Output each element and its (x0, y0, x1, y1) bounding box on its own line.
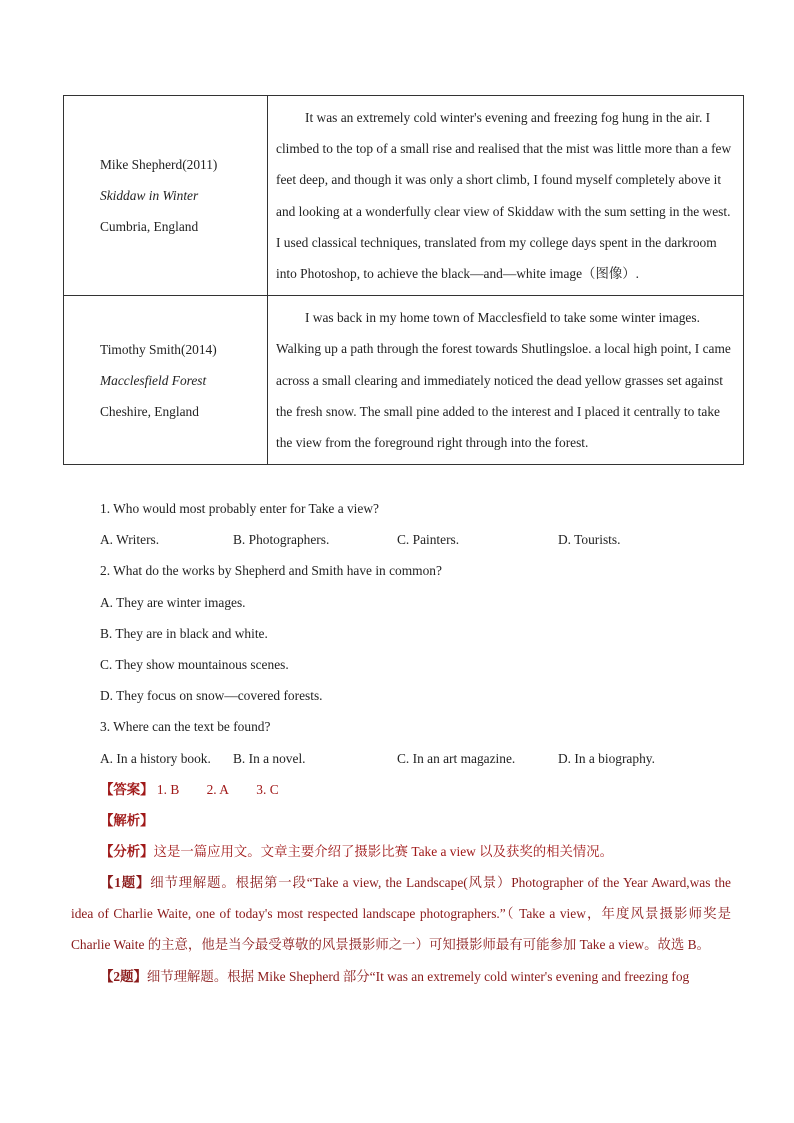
entry-location: Cheshire, England (100, 403, 199, 419)
analysis-summary (100, 836, 740, 867)
entry-description: I was back in my home town of Macclesfield to take some winter images. Walking up a path through the forest towards Shutlingsloe. a local high point, I came across a small clearing and immediately noticed the dead yellow grasses set against the fresh snow. The small pine added to the interest and I placed it centrally to take the view from the foreground right through into the forest. (276, 310, 731, 451)
option-b: B. Photographers. (233, 532, 330, 548)
answer-line (100, 774, 740, 805)
option-a: A. In a history book. (100, 750, 211, 766)
entry-work-title: Skiddaw in Winter (100, 188, 199, 204)
analysis-body (71, 867, 731, 992)
entry-description: It was an extremely cold winter's evening and freezing fog hung in the air. I climbed to the top of a small rise and realised that the mist was little more than a few feet deep, and though it was only a short climb, I found myself completely above it and looking at a wonderfully clear view of Skiddaw with the sum setting in the west. I used classical techniques, translated from my college days spent in the darkroom into Photoshop, to achieve the black—and—white image（图像）. (276, 110, 732, 282)
paragraph-label: 【1题】 (100, 875, 151, 890)
option-b: B. They are in black and white. (100, 625, 268, 641)
option-c: C. Painters. (397, 532, 460, 548)
question-stem: 3. Where can the text be found? (100, 719, 271, 735)
entry-work-title: Macclesfield Forest (100, 372, 207, 388)
answer-item: 1. B (156, 781, 180, 797)
entry-description-cell (268, 96, 744, 296)
entries-table (63, 95, 744, 465)
option-b: B. In a novel. (233, 750, 306, 766)
option-a: A. They are winter images. (100, 594, 246, 610)
answer-item: 2. A (206, 781, 229, 797)
paragraph-text: 细节理解题。根据 Mike Shepherd 部分“It was an extremely cold winter's evening and freezing fog (146, 968, 690, 984)
analysis-paragraph (71, 961, 731, 992)
option-c: C. In an art magazine. (397, 750, 516, 766)
entry-meta (64, 96, 268, 296)
entry-row (64, 96, 744, 296)
entry-row (64, 296, 744, 465)
questions-section (100, 493, 740, 867)
question-options (100, 524, 740, 555)
entry-description-cell (268, 296, 744, 465)
entry-location: Cumbria, England (100, 219, 199, 235)
entry-meta (64, 296, 268, 465)
paragraph-text: 细节理解题。根据第一段“Take a view, the Landscape(风景）Photographer of the Year Award,was the idea of Charlie Waite, one of today's most respected landscape photographers.”（ Take a view，年度风景摄影师奖是 Charlie Waite 的主意，他是当今最受尊敬的风景摄影师之一）可知摄影师最有可能参加 Take a view。故选 B。 (71, 875, 731, 953)
entry-author: Mike Shepherd(2011) (100, 157, 218, 173)
answer-label: 【答案】 (100, 781, 154, 797)
option-d: D. In a biography. (558, 750, 655, 766)
paragraph-label: 【2题】 (100, 968, 147, 984)
answer-item: 3. C (256, 781, 279, 797)
option-a: A. Writers. (100, 532, 160, 548)
analysis-paragraph (71, 867, 731, 961)
question-stem: 1. Who would most probably enter for Take a view? (100, 501, 379, 516)
summary-text: 这是一篇应用文。文章主要介绍了摄影比赛 Take a view 以及获奖的相关情况。 (153, 844, 614, 860)
summary-label: 【分析】 (100, 844, 154, 860)
analysis-heading: 【解析】 (100, 812, 154, 828)
option-c: C. They show mountainous scenes. (100, 656, 289, 672)
entry-author: Timothy Smith(2014) (100, 341, 217, 357)
question-options (100, 743, 740, 774)
question-stem: 2. What do the works by Shepherd and Smith have in common? (100, 563, 442, 579)
option-d: D. They focus on snow—covered forests. (100, 688, 323, 704)
option-d: D. Tourists. (558, 532, 621, 548)
